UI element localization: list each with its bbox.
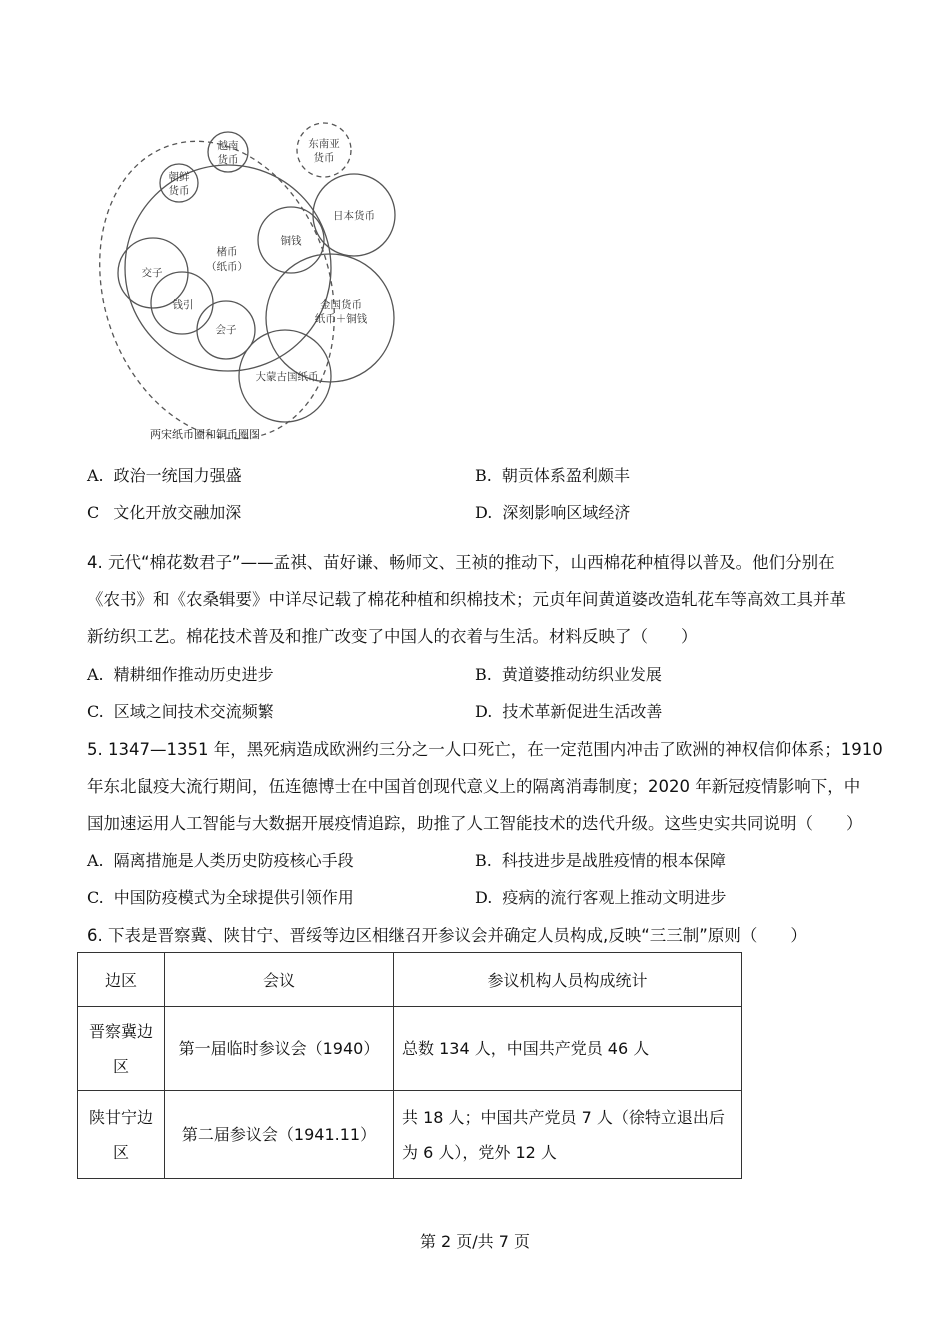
label-vietnam-2: 货币 bbox=[217, 154, 239, 166]
label-mongol-paper: 大蒙古国纸币 bbox=[255, 371, 319, 383]
q3-option-d-key: D. bbox=[475, 503, 493, 522]
q4-option-a bbox=[87, 663, 274, 687]
q4-option-c bbox=[87, 700, 274, 724]
q4-option-b-text: 黄道婆推动纺织业发展 bbox=[501, 665, 662, 684]
q4-stem-line-1: 4. 元代“棉花数君子”——孟祺、苗好谦、畅师文、王祯的推动下，山西棉花种植得以普及。他们分别在 bbox=[87, 553, 835, 572]
q4-option-d-key: D. bbox=[475, 702, 493, 721]
q6-stem: 6. 下表是晋察冀、陕甘宁、晋绥等边区相继召开参议会并确定人员构成,反映“三三制”原则（ ） bbox=[87, 926, 807, 945]
table-row bbox=[78, 1007, 742, 1091]
label-korea-2: 货币 bbox=[168, 185, 190, 197]
label-japan: 日本货币 bbox=[333, 210, 375, 222]
region-line-2: 区 bbox=[112, 1142, 129, 1162]
table-cell-stats bbox=[394, 1091, 742, 1179]
table-header-row bbox=[78, 953, 742, 1007]
q4-stem-line-2: 《农书》和《农桑辑要》中详尽记载了棉花种植和织棉技术；元贞年间黄道婆改造轧花车等高效工具并革 bbox=[87, 590, 846, 609]
q5-option-b-key: B. bbox=[475, 851, 492, 870]
label-jiaozi: 交子 bbox=[141, 267, 163, 279]
q5-option-c-key: C. bbox=[87, 888, 104, 907]
q4-option-b bbox=[475, 663, 662, 687]
page-footer: 第 2 页/共 7 页 bbox=[419, 1232, 531, 1251]
region-line-2: 区 bbox=[112, 1056, 129, 1076]
q3-option-d-text: 深刻影响区域经济 bbox=[502, 503, 631, 522]
q6-table bbox=[77, 952, 742, 1179]
currency-circles-diagram bbox=[95, 110, 415, 455]
q4-option-c-key: C. bbox=[87, 702, 104, 721]
table-header-stats: 参议机构人员构成统计 bbox=[394, 953, 742, 1007]
q5-option-a bbox=[87, 849, 354, 873]
q3-option-b-key: B. bbox=[475, 466, 492, 485]
label-southeast-asia-1: 东南亚 bbox=[308, 138, 340, 150]
southeast-asia-circle bbox=[297, 123, 351, 177]
q5-option-a-text: 隔离措施是人类历史防疫核心手段 bbox=[113, 851, 354, 870]
table-header-region: 边区 bbox=[78, 953, 165, 1007]
q5-stem-line-2: 年东北鼠疫大流行期间，伍连德博士在中国首创现代意义上的隔离消毒制度；2020 年新冠疫情影响下，中 bbox=[87, 777, 861, 796]
q3-option-b-text: 朝贡体系盈利颇丰 bbox=[501, 466, 630, 485]
q3-option-b bbox=[475, 464, 630, 488]
q4-stem-line-3: 新纺织工艺。棉花技术普及和推广改变了中国人的衣着与生活。材料反映了（ ） bbox=[87, 627, 698, 646]
label-jin-currency-1: 金国货币 bbox=[320, 299, 362, 311]
q4-option-b-key: B. bbox=[475, 665, 492, 684]
q4-option-c-text: 区域之间技术交流频繁 bbox=[113, 702, 274, 721]
stats-line-1: 总数 134 人，中国共产党员 46 人 bbox=[402, 1039, 650, 1058]
region-line-1: 晋察冀边 bbox=[88, 1021, 153, 1041]
stats-line-1: 共 18 人；中国共产党员 7 人（徐特立退出后 bbox=[402, 1107, 725, 1127]
table-cell-region bbox=[78, 1007, 165, 1091]
table-cell-meeting: 第一届临时参议会（1940） bbox=[165, 1007, 394, 1091]
q4-option-d bbox=[475, 700, 662, 724]
table-header-meeting: 会议 bbox=[165, 953, 394, 1007]
label-korea-1: 朝鲜 bbox=[168, 171, 190, 183]
q5-stem-line-3: 国加速运用人工智能与大数据开展疫情追踪，助推了人工智能技术的迭代升级。这些史实共同说明（ ） bbox=[87, 814, 863, 833]
q5-option-d bbox=[475, 886, 726, 910]
label-jin-currency-2: 纸币＋铜钱 bbox=[314, 313, 368, 325]
q4-option-d-text: 技术革新促进生活改善 bbox=[502, 702, 663, 721]
q4-option-a-key: A. bbox=[87, 665, 104, 684]
label-vietnam-1: 越南 bbox=[217, 140, 239, 152]
q5-option-b bbox=[475, 849, 726, 873]
label-paper-money-1: 楮币 bbox=[216, 246, 238, 258]
q3-option-a-key: A. bbox=[87, 466, 104, 485]
q5-option-b-text: 科技进步是战胜疫情的根本保障 bbox=[501, 851, 726, 870]
table-row bbox=[78, 1091, 742, 1179]
table-cell-meeting: 第二届参议会（1941.11） bbox=[165, 1091, 394, 1179]
q3-option-a bbox=[87, 464, 242, 488]
q5-option-a-key: A. bbox=[87, 851, 104, 870]
q3-option-c bbox=[87, 501, 241, 525]
q4-option-a-text: 精耕细作推动历史进步 bbox=[113, 665, 274, 684]
q5-option-d-key: D. bbox=[475, 888, 493, 907]
label-huizi: 会子 bbox=[215, 324, 237, 336]
q3-option-c-key: C bbox=[87, 503, 100, 522]
region-line-1: 陕甘宁边 bbox=[88, 1107, 153, 1127]
label-southeast-asia-2: 货币 bbox=[313, 152, 335, 164]
q5-option-c bbox=[87, 886, 354, 910]
label-qianyin: 钱引 bbox=[172, 299, 194, 311]
q5-option-c-text: 中国防疫模式为全球提供引领作用 bbox=[113, 888, 354, 907]
table-cell-region bbox=[78, 1091, 165, 1179]
q5-option-d-text: 疫病的流行客观上推动文明进步 bbox=[502, 888, 727, 907]
q5-stem-line-1: 5. 1347—1351 年，黑死病造成欧洲约三分之一人口死亡，在一定范围内冲击了欧洲的神权信仰体系；1910 bbox=[87, 740, 883, 759]
q3-option-c-text: 文化开放交融加深 bbox=[113, 503, 242, 522]
label-copper-coin: 铜钱 bbox=[280, 235, 302, 247]
q3-option-a-text: 政治一统国力强盛 bbox=[113, 466, 242, 485]
q3-option-d bbox=[475, 501, 630, 525]
stats-line-2: 为 6 人），党外 12 人 bbox=[402, 1142, 557, 1162]
table-cell-stats bbox=[394, 1007, 742, 1091]
label-paper-money-2: （纸币） bbox=[206, 261, 248, 273]
diagram-caption: 两宋纸币圈和铜币圈图 bbox=[150, 428, 260, 441]
